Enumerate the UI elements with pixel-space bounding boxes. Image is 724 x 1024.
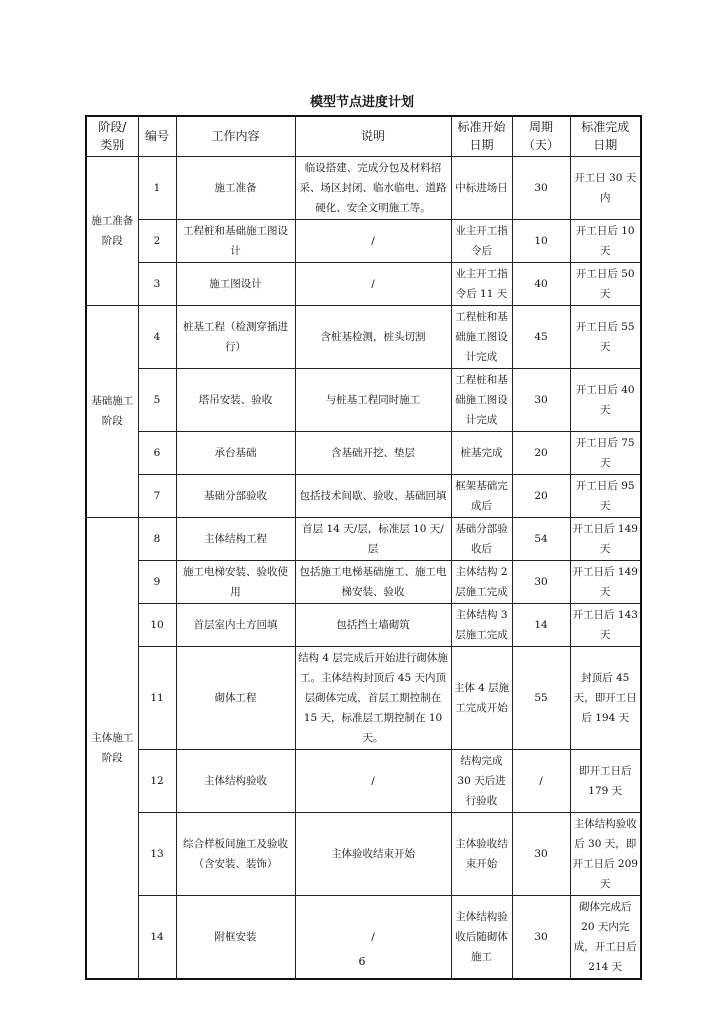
table-row [86, 305, 641, 368]
table-row [86, 431, 641, 474]
cell-finish: 主体结构验收后 30 天，即开工日后 209 天 [570, 812, 641, 895]
cell-finish: 开工日后 149 天 [570, 560, 641, 603]
cell-start: 桩基完成 [451, 431, 512, 474]
cell-no: 3 [138, 262, 176, 305]
cell-no: 12 [138, 749, 176, 812]
table-row [86, 560, 641, 603]
cell-desc: 首层 14 天/层，标准层 10 天/层 [295, 517, 451, 560]
cell-desc: 含基础开挖、垫层 [295, 431, 451, 474]
cell-period: 30 [512, 156, 570, 219]
phase-cell: 基础施工 阶段 [86, 305, 138, 517]
cell-period: 14 [512, 603, 570, 646]
cell-finish: 开工日后 143 天 [570, 603, 641, 646]
table-row [86, 603, 641, 646]
cell-period: 40 [512, 262, 570, 305]
cell-no: 10 [138, 603, 176, 646]
cell-finish: 开工日后 40 天 [570, 368, 641, 431]
cell-desc: / [295, 895, 451, 979]
cell-finish: 封顶后 45 天，即开工日后 194 天 [570, 646, 641, 749]
cell-start: 主体结构 3 层施工完成 [451, 603, 512, 646]
cell-period: / [512, 749, 570, 812]
table-row [86, 517, 641, 560]
cell-work: 附框安装 [176, 895, 295, 979]
table-row [86, 368, 641, 431]
cell-start: 主体 4 层施工完成开始 [451, 646, 512, 749]
cell-period: 10 [512, 219, 570, 262]
cell-no: 9 [138, 560, 176, 603]
cell-desc: 包括挡土墙砌筑 [295, 603, 451, 646]
cell-period: 30 [512, 560, 570, 603]
cell-finish: 开工日后 149 天 [570, 517, 641, 560]
cell-finish: 开工日后 75 天 [570, 431, 641, 474]
cell-work: 桩基工程（检测穿插进行） [176, 305, 295, 368]
cell-desc: 含桩基检测，桩头切割 [295, 305, 451, 368]
cell-no: 13 [138, 812, 176, 895]
document-title: 模型节点进度计划 [309, 95, 414, 110]
cell-start: 工程桩和基础施工图设计完成 [451, 305, 512, 368]
cell-finish: 开工日后 50 天 [570, 262, 641, 305]
cell-start: 业主开工指令后 11 天 [451, 262, 512, 305]
table-header-row [86, 116, 641, 156]
cell-start: 结构完成 30 天后进行验收 [451, 749, 512, 812]
page-number: 6 [358, 955, 366, 968]
cell-desc: / [295, 219, 451, 262]
cell-work: 砌体工程 [176, 646, 295, 749]
cell-desc: 主体验收结束开始 [295, 812, 451, 895]
cell-work: 承台基础 [176, 431, 295, 474]
cell-no: 4 [138, 305, 176, 368]
cell-period: 54 [512, 517, 570, 560]
schedule-table [85, 115, 642, 980]
cell-work: 首层室内土方回填 [176, 603, 295, 646]
cell-finish: 砌体完成后 20 天内完成，开工日后 214 天 [570, 895, 641, 979]
cell-start: 主体验收结束开始 [451, 812, 512, 895]
cell-work: 施工图设计 [176, 262, 295, 305]
cell-no: 5 [138, 368, 176, 431]
table-row [86, 812, 641, 895]
cell-finish: 开工日后 55 天 [570, 305, 641, 368]
cell-period: 30 [512, 812, 570, 895]
cell-desc: 包括施工电梯基础施工、施工电梯安装、验收 [295, 560, 451, 603]
cell-finish: 开工日后 10 天 [570, 219, 641, 262]
cell-work: 主体结构工程 [176, 517, 295, 560]
cell-start: 框架基础完成后 [451, 474, 512, 517]
table-row [86, 474, 641, 517]
table-row [86, 219, 641, 262]
cell-finish: 即开工日后 179 天 [570, 749, 641, 812]
header-no: 编号 [138, 116, 176, 156]
cell-finish: 开工日 30 天内 [570, 156, 641, 219]
cell-period: 45 [512, 305, 570, 368]
cell-work: 工程桩和基础施工图设计 [176, 219, 295, 262]
header-finish: 标准完成 日期 [570, 116, 641, 156]
phase-cell: 施工准备 阶段 [86, 156, 138, 305]
cell-work: 基础分部验收 [176, 474, 295, 517]
cell-start: 中标进场日 [451, 156, 512, 219]
cell-no: 2 [138, 219, 176, 262]
cell-period: 55 [512, 646, 570, 749]
cell-no: 1 [138, 156, 176, 219]
cell-period: 30 [512, 368, 570, 431]
cell-desc: / [295, 262, 451, 305]
cell-no: 14 [138, 895, 176, 979]
phase-cell: 主体施工 阶段 [86, 517, 138, 979]
table-row [86, 749, 641, 812]
cell-no: 8 [138, 517, 176, 560]
header-period: 周期 （天） [512, 116, 570, 156]
table-row [86, 262, 641, 305]
cell-work: 塔吊安装、验收 [176, 368, 295, 431]
header-start: 标准开始 日期 [451, 116, 512, 156]
cell-start: 基础分部验收后 [451, 517, 512, 560]
header-phase: 阶段/ 类别 [86, 116, 138, 156]
cell-desc: 包括技术间歇、验收、基础回填 [295, 474, 451, 517]
cell-desc: 与桩基工程同时施工 [295, 368, 451, 431]
cell-desc: 结构 4 层完成后开始进行砌体施工。主体结构封顶后 45 天内顶层砌体完成，首层工期控制在 15 天，标准层工期控制在 10 天。 [295, 646, 451, 749]
table-row [86, 156, 641, 219]
cell-desc: 临设搭建、完成分包及材料招采、场区封闭、临水临电、道路硬化、安全文明施工等。 [295, 156, 451, 219]
cell-period: 20 [512, 474, 570, 517]
cell-work: 综合样板间施工及验收（含安装、装饰） [176, 812, 295, 895]
cell-work: 施工电梯安装、验收使用 [176, 560, 295, 603]
cell-start: 主体结构 2 层施工完成 [451, 560, 512, 603]
cell-work: 主体结构验收 [176, 749, 295, 812]
header-desc: 说明 [295, 116, 451, 156]
cell-start: 业主开工指令后 [451, 219, 512, 262]
cell-start: 主体结构验收后随砌体施工 [451, 895, 512, 979]
cell-no: 6 [138, 431, 176, 474]
cell-desc: / [295, 749, 451, 812]
cell-finish: 开工日后 95 天 [570, 474, 641, 517]
cell-period: 20 [512, 431, 570, 474]
cell-work: 施工准备 [176, 156, 295, 219]
header-work: 工作内容 [176, 116, 295, 156]
cell-no: 7 [138, 474, 176, 517]
cell-start: 工程桩和基础施工图设计完成 [451, 368, 512, 431]
cell-no: 11 [138, 646, 176, 749]
cell-period: 30 [512, 895, 570, 979]
table-row [86, 646, 641, 749]
